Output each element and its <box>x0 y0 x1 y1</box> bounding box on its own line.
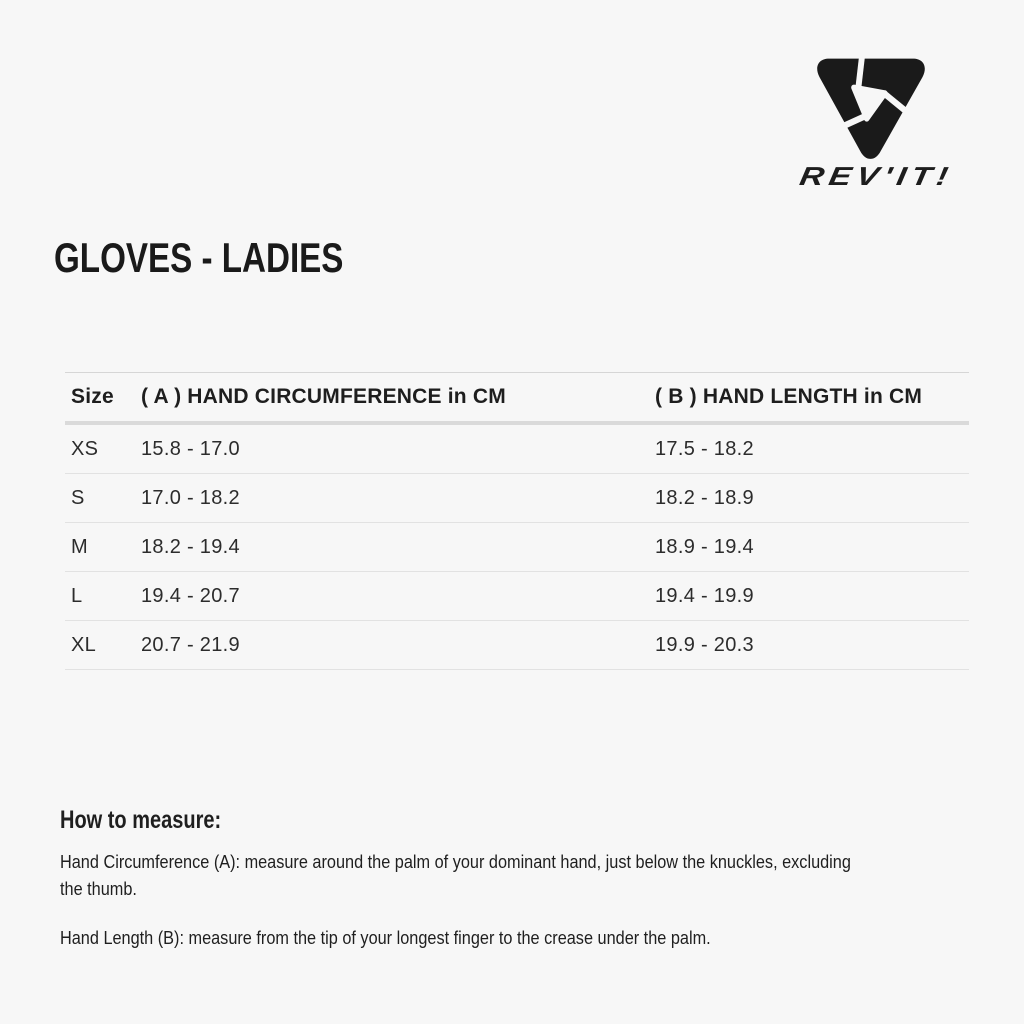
size-label: L <box>71 584 83 607</box>
size-label: M <box>71 535 88 558</box>
hand-circumference-value: 19.4 - 20.7 <box>141 584 240 607</box>
size-label: XL <box>71 633 97 656</box>
hand-circumference-value: 18.2 - 19.4 <box>141 535 240 558</box>
page-title: GLOVES - LADIES <box>54 234 344 281</box>
table-row-xl <box>65 621 969 670</box>
hand-circumference-instruction: Hand Circumference (A): measure around the palm of your dominant hand, just below the knuckles, excluding the thumb. <box>60 851 851 899</box>
hand-circumference-value: 17.0 - 18.2 <box>141 486 240 509</box>
column-header-size: Size <box>71 385 114 408</box>
table-row-xs <box>65 425 969 474</box>
size-table <box>65 372 969 670</box>
how-to-measure-section <box>60 806 1010 951</box>
revit-shield-icon <box>812 47 930 165</box>
hand-circumference-value: 20.7 - 21.9 <box>141 633 240 656</box>
hand-length-instruction: Hand Length (B): measure from the tip of your longest finger to the crease under the palm. <box>60 927 711 948</box>
table-row-l <box>65 572 969 621</box>
size-label: XS <box>71 437 99 460</box>
hand-length-value: 18.2 - 18.9 <box>655 486 754 509</box>
table-row-m <box>65 523 969 572</box>
column-header-hand-length: ( B ) HAND LENGTH in CM <box>655 385 923 408</box>
size-table-header-row <box>65 372 969 425</box>
brand-logo <box>790 40 960 195</box>
brand-wordmark: REV'IT! <box>797 161 956 191</box>
hand-length-value: 19.4 - 19.9 <box>655 584 754 607</box>
table-row-s <box>65 474 969 523</box>
hand-length-value: 17.5 - 18.2 <box>655 437 754 460</box>
how-to-measure-heading: How to measure: <box>60 806 222 834</box>
hand-circumference-value: 15.8 - 17.0 <box>141 437 240 460</box>
hand-length-value: 19.9 - 20.3 <box>655 633 754 656</box>
hand-length-value: 18.9 - 19.4 <box>655 535 754 558</box>
column-header-hand-circumference: ( A ) HAND CIRCUMFERENCE in CM <box>141 385 506 408</box>
size-label: S <box>71 486 85 509</box>
